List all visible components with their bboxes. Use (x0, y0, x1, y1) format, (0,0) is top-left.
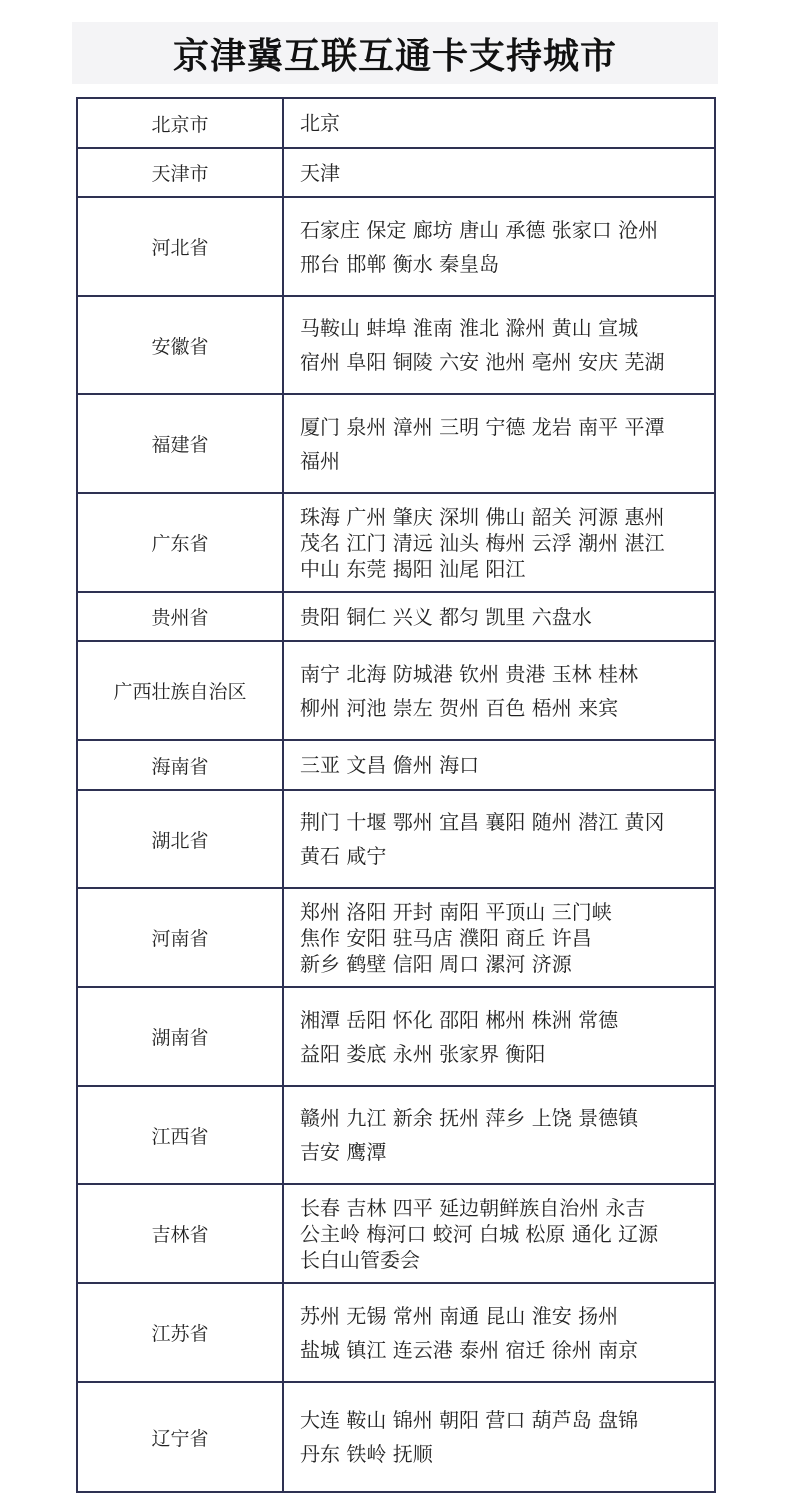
cities-cell (283, 493, 715, 592)
city-line: 福州 (300, 448, 340, 473)
city-line: 荆门 十堰 鄂州 宜昌 襄阳 随州 潜江 黄冈 (300, 810, 665, 834)
city-line: 焦作 安阳 驻马店 濮阳 商丘 许昌 (300, 925, 592, 950)
cities-cell (283, 1283, 715, 1382)
city-line: 茂名 江门 清远 汕头 梅州 云浮 潮州 湛江 (300, 530, 665, 555)
cities-cell (283, 197, 715, 296)
cities-cell (283, 1184, 715, 1283)
table-row (77, 592, 715, 641)
city-line: 公主岭 梅河口 蛟河 白城 松原 通化 辽源 (300, 1221, 659, 1246)
city-line: 盐城 镇江 连云港 泰州 宿迁 徐州 南京 (300, 1337, 639, 1362)
cities-cell (283, 98, 715, 148)
city-line: 赣州 九江 新余 抚州 萍乡 上饶 景德镇 (300, 1106, 639, 1130)
table-row (77, 987, 715, 1086)
province-cell: 吉林省 (77, 1184, 283, 1283)
table-row (77, 296, 715, 394)
province-cell: 辽宁省 (77, 1382, 283, 1492)
province-cell: 湖南省 (77, 987, 283, 1086)
table-row (77, 641, 715, 740)
city-line: 厦门 泉州 漳州 三明 宁德 龙岩 南平 平潭 (300, 414, 665, 439)
province-cell: 江苏省 (77, 1283, 283, 1382)
province-cell: 福建省 (77, 394, 283, 493)
table-row (77, 1283, 715, 1382)
table-row (77, 888, 715, 987)
province-cell: 贵州省 (77, 592, 283, 641)
table-row (77, 740, 715, 790)
city-line: 贵阳 铜仁 兴义 都匀 凯里 六盘水 (300, 604, 592, 629)
cities-cell (283, 987, 715, 1086)
city-line: 三亚 文昌 儋州 海口 (300, 753, 480, 777)
city-table (76, 97, 716, 1493)
city-line: 益阳 娄底 永州 张家界 衡阳 (300, 1041, 546, 1066)
city-line: 北京 (300, 111, 340, 135)
province-cell: 湖北省 (77, 790, 283, 888)
cities-cell (283, 740, 715, 790)
province-cell: 海南省 (77, 740, 283, 790)
province-cell: 河南省 (77, 888, 283, 987)
table-row (77, 790, 715, 888)
province-cell: 北京市 (77, 98, 283, 148)
cities-cell (283, 296, 715, 394)
province-cell: 广东省 (77, 493, 283, 592)
cities-cell (283, 148, 715, 197)
city-line: 宿州 阜阳 铜陵 六安 池州 亳州 安庆 芜湖 (300, 350, 665, 374)
city-line: 长春 吉林 四平 延边朝鲜族自治州 永吉 (300, 1195, 646, 1220)
cities-cell (283, 1382, 715, 1492)
table-row (77, 197, 715, 296)
table-row (77, 493, 715, 592)
cities-cell (283, 592, 715, 641)
province-cell: 广西壮族自治区 (77, 641, 283, 740)
city-line: 新乡 鹤壁 信阳 周口 漯河 济源 (300, 951, 572, 976)
city-line: 柳州 河池 崇左 贺州 百色 梧州 来宾 (300, 695, 619, 720)
cities-cell (283, 641, 715, 740)
table-row (77, 1184, 715, 1283)
city-line: 珠海 广州 肇庆 深圳 佛山 韶关 河源 惠州 (300, 504, 665, 529)
city-line: 中山 东莞 揭阳 汕尾 阳江 (300, 556, 526, 581)
province-cell: 安徽省 (77, 296, 283, 394)
city-line: 南宁 北海 防城港 钦州 贵港 玉林 桂林 (300, 661, 639, 686)
cities-cell (283, 790, 715, 888)
city-line: 丹东 铁岭 抚顺 (300, 1442, 433, 1466)
city-line: 长白山管委会 (300, 1247, 420, 1272)
city-line: 大连 鞍山 锦州 朝阳 营口 葫芦岛 盘锦 (300, 1408, 639, 1432)
city-line: 邢台 邯郸 衡水 秦皇岛 (300, 251, 500, 276)
cities-cell (283, 1086, 715, 1184)
page-title: 京津冀互联互通卡支持城市 (172, 35, 617, 77)
province-cell: 河北省 (77, 197, 283, 296)
city-line: 吉安 鹰潭 (300, 1140, 387, 1164)
province-cell: 江西省 (77, 1086, 283, 1184)
province-cell: 天津市 (77, 148, 283, 197)
table-row (77, 394, 715, 493)
city-line: 苏州 无锡 常州 南通 昆山 淮安 扬州 (300, 1303, 619, 1328)
cities-cell (283, 394, 715, 493)
table-row (77, 1382, 715, 1492)
city-line: 郑州 洛阳 开封 南阳 平顶山 三门峡 (300, 899, 612, 924)
cities-cell (283, 888, 715, 987)
city-line: 马鞍山 蚌埠 淮南 淮北 滁州 黄山 宣城 (300, 316, 639, 340)
table-row (77, 1086, 715, 1184)
city-line: 石家庄 保定 廊坊 唐山 承德 张家口 沧州 (300, 217, 659, 242)
table-body (77, 98, 715, 1492)
table-row (77, 148, 715, 197)
city-line: 天津 (300, 160, 340, 185)
city-line: 湘潭 岳阳 怀化 邵阳 郴州 株洲 常德 (300, 1007, 619, 1032)
title-bar (72, 22, 718, 84)
city-line: 黄石 咸宁 (300, 844, 387, 868)
table-row (77, 98, 715, 148)
